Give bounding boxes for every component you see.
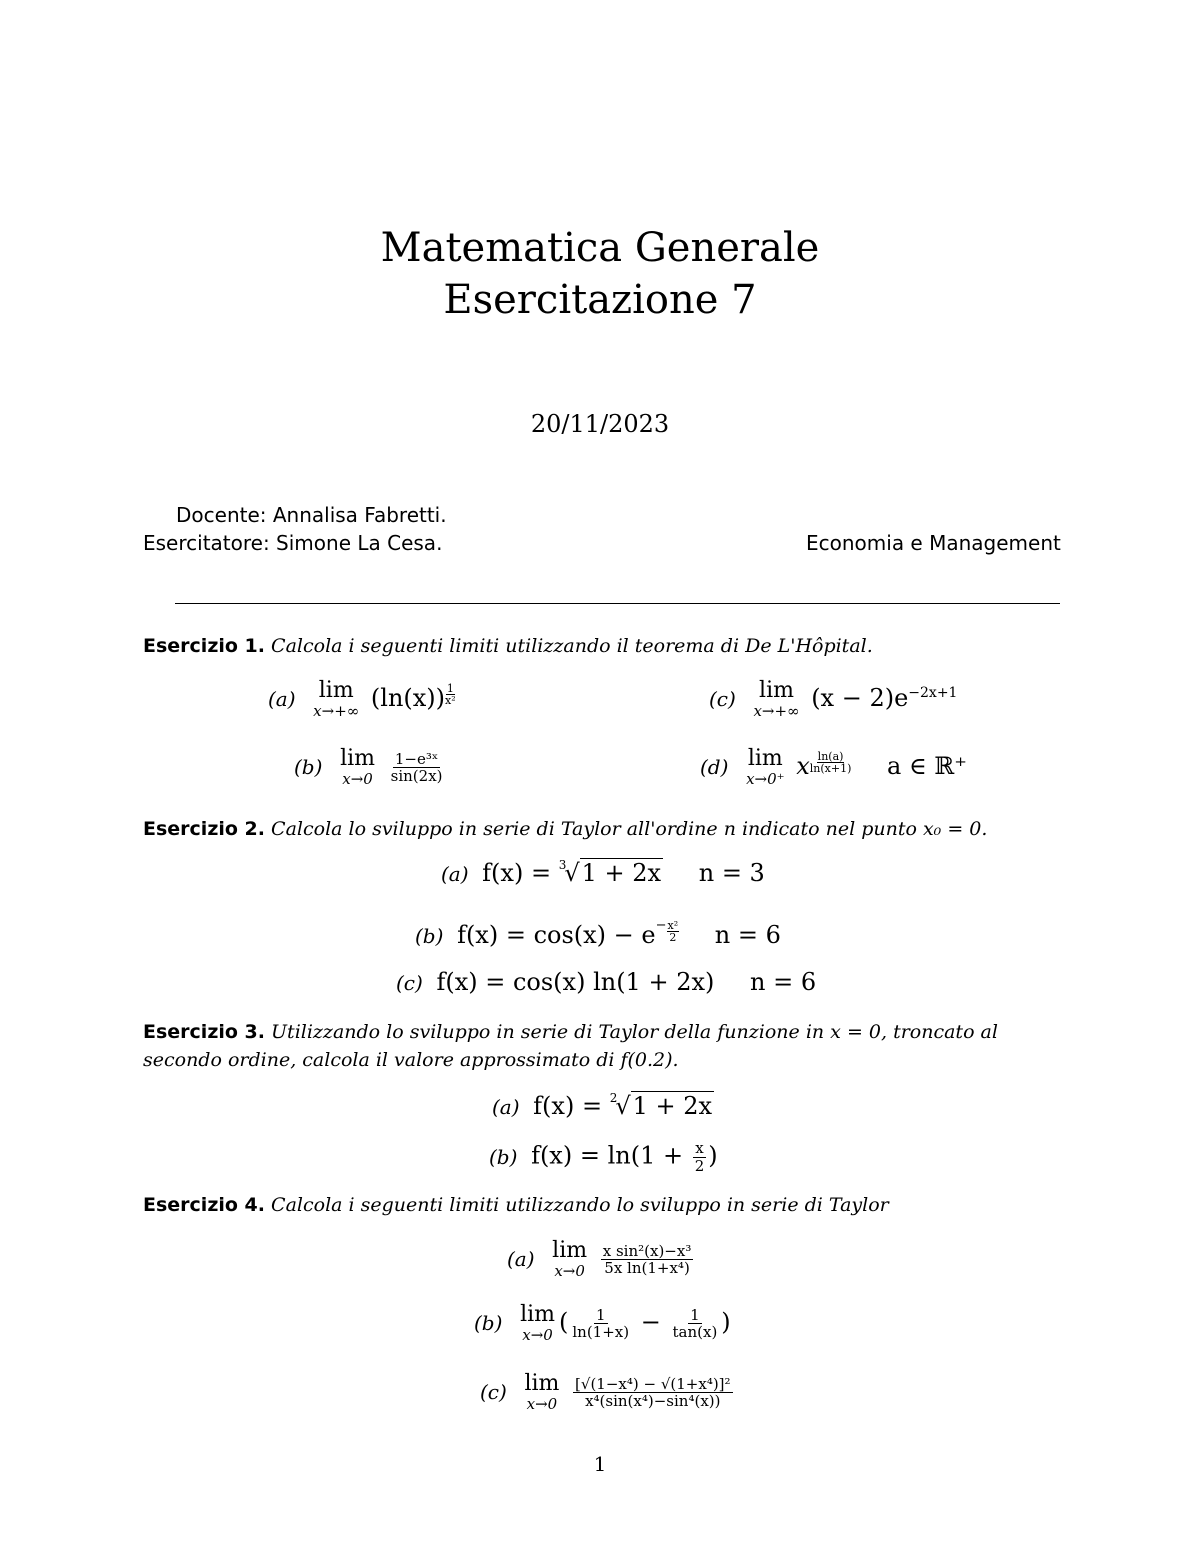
frac-num: [√(1−x⁴) − √(1+x⁴)]² — [575, 1374, 731, 1393]
header-divider — [175, 603, 1060, 604]
ex1-item-a — [268, 680, 456, 719]
exponent: −2x+1 — [908, 685, 958, 701]
exercise-3-heading — [143, 1018, 1063, 1046]
exercise-label: Esercizio 4. — [143, 1194, 265, 1216]
department-line: Economia e Management — [806, 531, 1061, 555]
fraction — [693, 1140, 707, 1174]
radicand: 1 + 2x — [581, 859, 662, 887]
fraction — [573, 1376, 733, 1410]
item-tag: (a) — [441, 862, 469, 886]
ex4-item-b — [474, 1304, 731, 1343]
limit-operator: lim x→0 — [524, 1371, 560, 1413]
item-tag: (a) — [268, 687, 296, 711]
frac-num: x — [695, 1139, 704, 1157]
fraction — [570, 1307, 631, 1341]
exp-den: x² — [445, 694, 456, 707]
item-tag: (b) — [474, 1311, 503, 1335]
limit-subscript: x→0 — [522, 1326, 553, 1344]
ex4-item-c — [480, 1373, 735, 1412]
limit-subscript: x→0⁺ — [746, 770, 785, 788]
exercise-3-heading-cont — [143, 1046, 1063, 1074]
order: n = 3 — [698, 859, 765, 887]
ex1-item-c — [709, 680, 957, 719]
ex4-item-a — [507, 1240, 695, 1279]
expression: f(x) = ln(1 + — [531, 1141, 684, 1170]
doc-date: 20/11/2023 — [530, 410, 670, 438]
ex1-item-b — [294, 748, 447, 787]
root-index: 3 — [558, 858, 567, 872]
expression: (x − 2)e — [811, 684, 909, 712]
expression: f(x) = cos(x) − e — [457, 921, 656, 949]
frac-den: tan(x) — [672, 1323, 718, 1341]
ex1-item-d — [700, 748, 967, 787]
expression: f(x) = — [482, 859, 552, 887]
paren-open: ( — [559, 1308, 569, 1336]
frac-num: 1 — [595, 1305, 606, 1324]
minus-sign: − — [640, 1308, 661, 1336]
expression: (ln(x)) — [370, 684, 446, 712]
order: n = 6 — [714, 921, 781, 949]
expression: f(x) = — [533, 1092, 603, 1120]
root-index: 2 — [609, 1091, 618, 1105]
exercise-text: secondo ordine, calcola il valore approssimato di f(0.2). — [143, 1049, 679, 1071]
exp-num: 1 — [446, 682, 454, 695]
exp-sign: − — [655, 918, 667, 933]
exercise-text: Utilizzando lo sviluppo in serie di Taylor della funzione in x = 0, troncato al — [271, 1021, 998, 1043]
exp-num: x² — [667, 919, 679, 932]
ex2-item-b — [415, 918, 781, 949]
fraction — [601, 1243, 694, 1277]
exponent-fraction — [667, 920, 680, 943]
exercise-label: Esercizio 3. — [143, 1021, 265, 1043]
expression-close: ) — [708, 1141, 718, 1170]
item-tag: (a) — [507, 1247, 535, 1271]
frac-den: ln(1+x) — [572, 1323, 630, 1341]
limit-operator: lim x→0 — [552, 1238, 588, 1280]
item-tag: (d) — [700, 755, 729, 779]
limit-subscript: x→+∞ — [753, 702, 800, 720]
frac-den: sin(2x) — [390, 767, 443, 785]
order: n = 6 — [750, 968, 817, 996]
item-tag: (b) — [415, 924, 444, 948]
exercise-text: Calcola i seguenti limiti utilizzando il teorema di De L'Hôpital. — [271, 635, 873, 657]
limit-subscript: x→+∞ — [313, 702, 360, 720]
limit-subscript: x→0 — [526, 1395, 558, 1413]
radicand: 1 + 2x — [632, 1092, 713, 1120]
exp-num: ln(a) — [817, 750, 844, 763]
exercise-label: Esercizio 1. — [143, 635, 265, 657]
limit-operator: lim x→0 — [340, 746, 375, 788]
expression: f(x) = cos(x) ln(1 + 2x) — [436, 968, 715, 996]
exponent-fraction — [445, 683, 456, 706]
exercise-2-heading — [143, 815, 1063, 843]
limit-operator: lim x→0 — [520, 1302, 555, 1344]
item-tag: (c) — [396, 971, 423, 995]
exercise-text: Calcola i seguenti limiti utilizzando lo sviluppo in serie di Taylor — [271, 1194, 889, 1216]
frac-num: 1−e³ˣ — [394, 749, 439, 768]
fraction — [389, 751, 445, 785]
limit-operator: lim x→+∞ — [753, 678, 800, 720]
frac-den: 2 — [694, 1156, 705, 1175]
page-number: 1 — [593, 1452, 607, 1476]
frac-den: x⁴(sin(x⁴)−sin⁴(x)) — [585, 1392, 721, 1410]
exercise-text: Calcola lo sviluppo in serie di Taylor all'ordine n indicato nel punto x₀ = 0. — [271, 818, 988, 840]
frac-den: 5x ln(1+x⁴) — [604, 1259, 690, 1277]
ex2-item-a: (a) f(x) = $^3$√1 + 2x n = 3 — [441, 858, 765, 887]
exp-den: 2 — [669, 931, 677, 944]
exp-den: ln(x+1) — [809, 762, 852, 775]
esercitatore-line: Esercitatore: Simone La Cesa. — [143, 531, 443, 555]
exercise-label: Esercizio 2. — [143, 818, 265, 840]
limit-subscript: x→0 — [554, 1262, 585, 1280]
fraction — [671, 1307, 720, 1341]
expression: x — [796, 752, 810, 780]
item-tag: (b) — [294, 755, 323, 779]
exercise-4-heading — [143, 1191, 1063, 1219]
doc-subtitle: Esercitazione 7 — [443, 277, 757, 323]
item-tag: (c) — [709, 687, 736, 711]
frac-num: 1 — [690, 1305, 700, 1324]
limit-operator: lim x→+∞ — [313, 678, 360, 720]
ex3-item-a: (a) f(x) = $^2$√1 + 2x — [492, 1091, 713, 1120]
condition: a ∈ ℝ⁺ — [887, 752, 967, 780]
item-tag: (a) — [492, 1095, 520, 1119]
doc-title: Matematica Generale — [380, 225, 820, 271]
ex3-item-b — [489, 1140, 718, 1174]
paren-close: ) — [721, 1308, 731, 1336]
limit-operator: lim x→0⁺ — [746, 746, 785, 788]
exercise-1-heading — [143, 632, 1063, 660]
docente-line: Docente: Annalisa Fabretti. — [176, 503, 447, 527]
limit-subscript: x→0 — [342, 770, 373, 788]
exponent-fraction — [810, 751, 852, 774]
item-tag: (c) — [480, 1380, 507, 1404]
item-tag: (b) — [489, 1144, 518, 1169]
frac-num: x sin²(x)−x³ — [602, 1241, 692, 1260]
ex2-item-c — [396, 968, 816, 996]
